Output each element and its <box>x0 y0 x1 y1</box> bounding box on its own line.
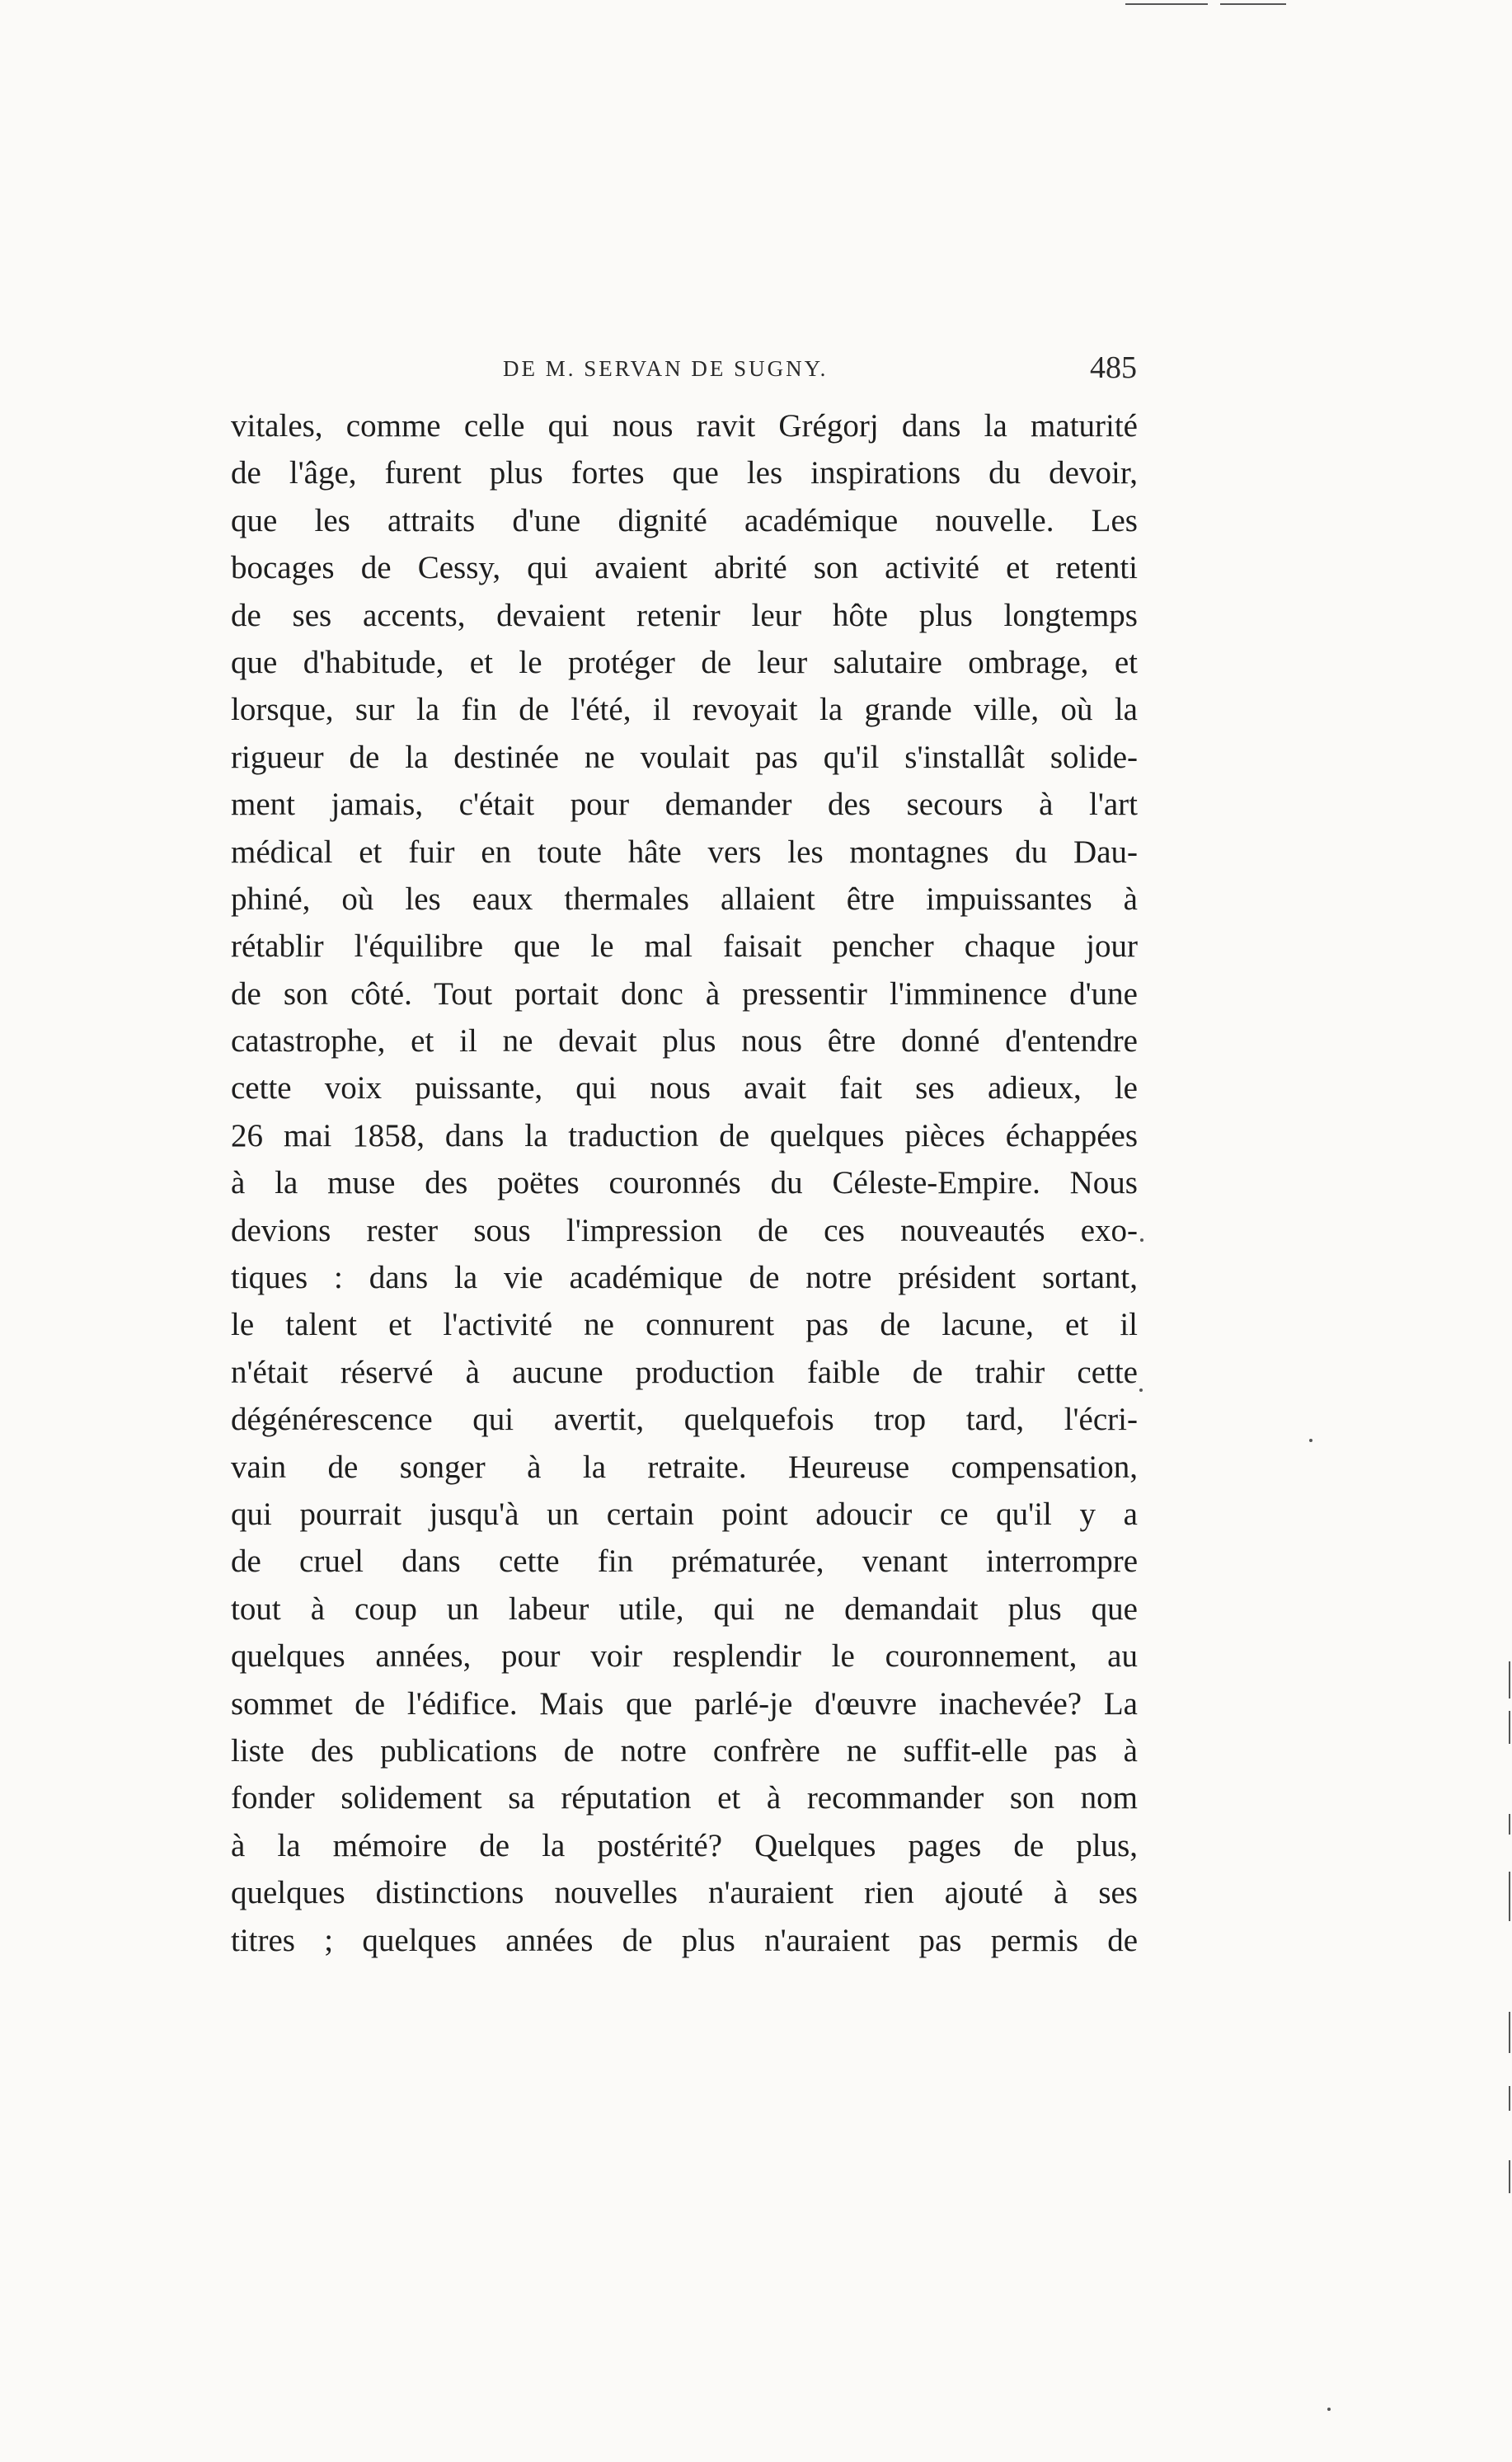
text-line: titres ; quelques années de plus n'auraient pas permis de <box>231 1922 1138 1958</box>
text-line: catastrophe, et il ne devait plus nous être donné d'entendre <box>231 1023 1138 1060</box>
text-line: médical et fuir en toute hâte vers les montagnes du Dau- <box>231 834 1138 870</box>
scan-edge-mark <box>1509 1872 1510 1921</box>
text-line: de cruel dans cette fin prématurée, venant interrompre <box>231 1543 1138 1580</box>
text-line: de son côté. Tout portait donc à pressentir l'imminence d'une <box>231 975 1138 1012</box>
text-line: sommet de l'édifice. Mais que parlé-je d'œuvre inachevée? La <box>231 1685 1138 1722</box>
text-line: quelques distinctions nouvelles n'auraient rien ajouté à ses <box>231 1875 1138 1911</box>
text-line: rigueur de la destinée ne voulait pas qu'il s'installât solide- <box>231 739 1138 775</box>
scan-speck <box>1327 2408 1331 2411</box>
scan-edge-mark <box>1220 3 1286 5</box>
text-line: bocages de Cessy, qui avaient abrité son activité et retenti <box>231 550 1138 586</box>
text-line: qui pourrait jusqu'à un certain point adoucir ce qu'il y a <box>231 1496 1138 1532</box>
text-line: ment jamais, c'était pour demander des secours à l'art <box>231 787 1138 823</box>
text-line: quelques années, pour voir resplendir le couronnement, au <box>231 1638 1138 1675</box>
text-line: à la muse des poëtes couronnés du Céleste-Empire. Nous <box>231 1165 1138 1201</box>
text-line: devions rester sous l'impression de ces nouveautés exo- <box>231 1212 1138 1248</box>
text-line: vitales, comme celle qui nous ravit Grégorj dans la maturité <box>231 408 1138 444</box>
text-line: vain de songer à la retraite. Heureuse compensation, <box>231 1449 1138 1485</box>
running-head: DE M. SERVAN DE SUGNY. <box>503 356 829 381</box>
scan-speck <box>1139 1388 1143 1392</box>
scan-speck <box>1140 1238 1143 1242</box>
text-line: dégénérescence qui avertit, quelquefois trop tard, l'écri- <box>231 1402 1138 1438</box>
text-line: phiné, où les eaux thermales allaient être impuissantes à <box>231 881 1138 917</box>
text-line: lorsque, sur la fin de l'été, il revoyait la grande ville, où la <box>231 692 1138 728</box>
page-number: 485 <box>1090 350 1137 385</box>
text-line: tiques : dans la vie académique de notre président sortant, <box>231 1260 1138 1296</box>
text-line: rétablir l'équilibre que le mal faisait pencher chaque jour <box>231 928 1138 965</box>
text-line: que les attraits d'une dignité académique nouvelle. Les <box>231 502 1138 538</box>
scan-edge-mark <box>1509 2086 1510 2111</box>
text-line: cette voix puissante, qui nous avait fait ses adieux, le <box>231 1070 1138 1106</box>
scan-speck <box>1309 1439 1312 1442</box>
scan-edge-mark <box>1509 1711 1510 1744</box>
text-line: le talent et l'activité ne connurent pas de lacune, et il <box>231 1307 1138 1343</box>
body-text <box>231 402 1138 1964</box>
text-line: que d'habitude, et le protéger de leur salutaire ombrage, et <box>231 644 1138 680</box>
scan-edge-mark <box>1509 1661 1510 1698</box>
scan-edge-mark <box>1509 1814 1510 1835</box>
scan-edge-mark <box>1125 3 1208 5</box>
text-line: de l'âge, furent plus fortes que les inspirations du devoir, <box>231 455 1138 491</box>
text-line: 26 mai 1858, dans la traduction de quelques pièces échappées <box>231 1117 1138 1153</box>
text-line: fonder solidement sa réputation et à recommander son nom <box>231 1780 1138 1816</box>
text-line: de ses accents, devaient retenir leur hôte plus longtemps <box>231 597 1138 633</box>
scan-edge-mark <box>1509 2012 1510 2053</box>
scan-edge-mark <box>1509 2160 1510 2193</box>
text-line: tout à coup un labeur utile, qui ne demandait plus que <box>231 1590 1138 1627</box>
text-line: à la mémoire de la postérité? Quelques pages de plus, <box>231 1827 1138 1863</box>
text-line: n'était réservé à aucune production faible de trahir cette <box>231 1354 1138 1390</box>
text-line: liste des publications de notre confrère ne suffit-elle pas à <box>231 1732 1138 1769</box>
